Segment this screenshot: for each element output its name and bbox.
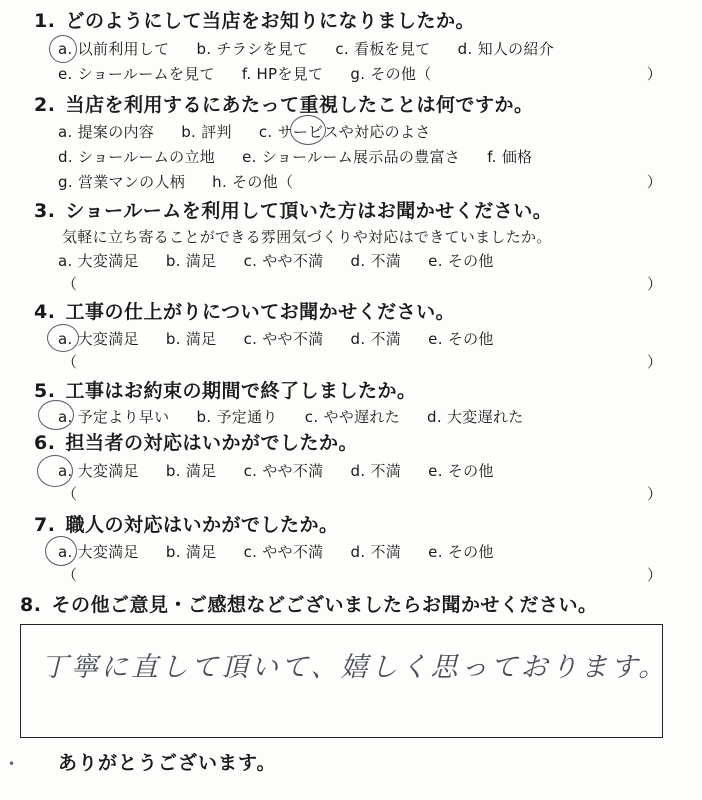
option-a[interactable]: a. 大変満足 bbox=[58, 252, 139, 270]
closing-message: ありがとうございます。 bbox=[58, 752, 277, 774]
question-number: 2. bbox=[34, 94, 56, 116]
option-e[interactable]: e. その他 bbox=[428, 330, 494, 348]
question-number: 8. bbox=[20, 594, 42, 616]
option-g[interactable]: g. その他（ bbox=[350, 65, 432, 83]
option-d[interactable]: d. 不満 bbox=[350, 543, 402, 561]
question-text: 工事はお約束の期間で終了しましたか。 bbox=[65, 380, 417, 402]
question-number: 1. bbox=[34, 10, 56, 32]
question-text: 工事の仕上がりについてお聞かせください。 bbox=[65, 301, 456, 323]
option-d[interactable]: d. 大変遅れた bbox=[427, 408, 524, 426]
option-c[interactable]: c. やや不満 bbox=[243, 330, 324, 348]
question-3 bbox=[34, 196, 552, 223]
option-d[interactable]: d. ショールームの立地 bbox=[58, 148, 216, 166]
question-1 bbox=[34, 6, 475, 33]
paren-close: ） bbox=[646, 65, 662, 83]
option-d[interactable]: d. 不満 bbox=[350, 330, 402, 348]
option-c[interactable]: c. サービスや対応のよさ bbox=[258, 123, 431, 141]
question-3-subtext: 気軽に立ち寄ることができる雰囲気づくりや対応はできていましたか。 bbox=[62, 228, 552, 246]
question-4 bbox=[34, 297, 455, 324]
bullet-mark: • bbox=[8, 757, 16, 771]
question-text: どのようにして当店をお知りになりましたか。 bbox=[65, 10, 475, 32]
option-h[interactable]: h. その他（ bbox=[212, 173, 294, 191]
paren-open: （ bbox=[62, 485, 78, 503]
option-g[interactable]: g. 営業マンの人柄 bbox=[58, 173, 186, 191]
option-e[interactable]: e. ショールームを見て bbox=[58, 65, 215, 83]
option-e[interactable]: e. その他 bbox=[428, 543, 494, 561]
question-number: 5. bbox=[34, 380, 56, 402]
option-a[interactable]: a. 提案の内容 bbox=[58, 123, 155, 141]
question-text: ショールームを利用して頂いた方はお聞かせください。 bbox=[65, 200, 553, 222]
paren-open: （ bbox=[62, 275, 78, 293]
question-text: その他ご意見・ご感想などございましたらお聞かせください。 bbox=[51, 594, 598, 616]
q7-other-field[interactable] bbox=[62, 564, 662, 584]
q5-options bbox=[58, 406, 662, 427]
option-b[interactable]: b. 満足 bbox=[165, 462, 217, 480]
question-text: 職人の対応はいかがでしたか。 bbox=[65, 514, 339, 536]
paren-close: ） bbox=[646, 353, 662, 371]
q3-other-field[interactable] bbox=[62, 273, 662, 293]
option-a[interactable]: a. 以前利用して bbox=[58, 40, 170, 58]
question-7 bbox=[34, 510, 338, 537]
option-f[interactable]: f. HPを見て bbox=[241, 65, 324, 83]
q6-options bbox=[58, 460, 662, 481]
question-number: 4. bbox=[34, 301, 56, 323]
option-c[interactable]: c. やや不満 bbox=[243, 462, 324, 480]
option-b[interactable]: b. 満足 bbox=[165, 252, 217, 270]
option-a[interactable]: a. 大変満足 bbox=[58, 462, 139, 480]
option-d[interactable]: d. 不満 bbox=[350, 252, 402, 270]
option-c[interactable]: c. やや不満 bbox=[243, 252, 324, 270]
option-e[interactable]: e. その他 bbox=[428, 252, 494, 270]
question-text: 担当者の対応はいかがでしたか。 bbox=[65, 432, 358, 454]
paren-open: （ bbox=[62, 353, 78, 371]
q7-options bbox=[58, 541, 662, 562]
option-b[interactable]: b. 評判 bbox=[181, 123, 232, 141]
paren-close: ） bbox=[646, 275, 662, 293]
q2-options-row-2 bbox=[58, 146, 662, 167]
q2-options-row-1 bbox=[58, 121, 662, 142]
q4-other-field[interactable] bbox=[62, 351, 662, 371]
option-d[interactable]: d. 不満 bbox=[350, 462, 402, 480]
option-b[interactable]: b. 満足 bbox=[165, 330, 217, 348]
option-b[interactable]: b. チラシを見て bbox=[196, 40, 309, 58]
option-e[interactable]: e. ショールーム展示品の豊富さ bbox=[242, 148, 461, 166]
q3-options bbox=[58, 250, 662, 271]
q6-other-field[interactable] bbox=[62, 483, 662, 503]
handwritten-answer: 丁寧に直して頂いて、嬉しく思っております。 bbox=[41, 652, 669, 683]
comment-answer-box[interactable] bbox=[20, 624, 669, 738]
option-c[interactable]: c. やや遅れた bbox=[304, 408, 400, 426]
option-d[interactable]: d. 知人の紹介 bbox=[457, 40, 555, 58]
q1-options-row-2 bbox=[58, 63, 662, 84]
q1-options-row-1 bbox=[58, 38, 662, 59]
question-5 bbox=[34, 376, 416, 403]
option-b[interactable]: b. 予定通り bbox=[196, 408, 278, 426]
option-c[interactable]: c. 看板を見て bbox=[335, 40, 431, 58]
q4-options bbox=[58, 328, 662, 349]
question-text: 当店を利用するにあたって重視したことは何ですか。 bbox=[65, 94, 534, 116]
paren-close: ） bbox=[646, 173, 662, 191]
paren-close: ） bbox=[646, 485, 662, 503]
question-6 bbox=[34, 428, 358, 455]
paren-open: （ bbox=[62, 566, 78, 584]
option-a[interactable]: a. 予定より早い bbox=[58, 408, 170, 426]
option-f[interactable]: f. 価格 bbox=[487, 148, 533, 166]
option-e[interactable]: e. その他 bbox=[428, 462, 494, 480]
question-number: 6. bbox=[34, 432, 56, 454]
q2-options-row-3 bbox=[58, 171, 662, 192]
option-a[interactable]: a. 大変満足 bbox=[58, 330, 139, 348]
question-8 bbox=[20, 590, 597, 617]
question-number: 3. bbox=[34, 200, 56, 222]
option-a[interactable]: a. 大変満足 bbox=[58, 543, 139, 561]
option-c[interactable]: c. やや不満 bbox=[243, 543, 324, 561]
question-2 bbox=[34, 90, 533, 117]
question-number: 7. bbox=[34, 514, 56, 536]
option-b[interactable]: b. 満足 bbox=[165, 543, 217, 561]
paren-close: ） bbox=[646, 566, 662, 584]
